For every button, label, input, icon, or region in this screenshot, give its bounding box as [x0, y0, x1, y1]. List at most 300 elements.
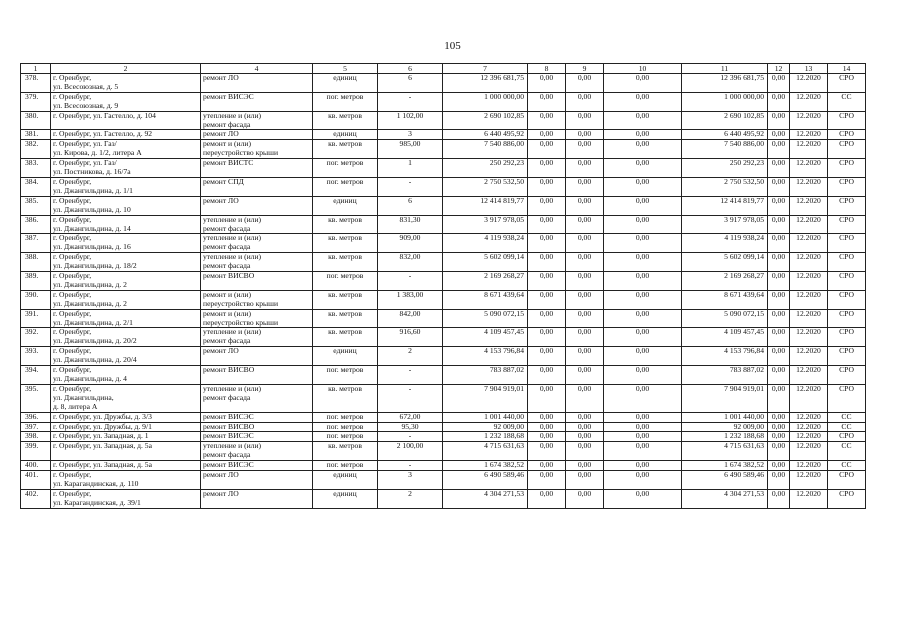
work-type-line: ремонт и (или)	[203, 290, 251, 299]
value-cell: 0,00	[566, 489, 604, 508]
column-header: 10	[604, 64, 682, 74]
address-line: г. Оренбург, ул. Западная, д. 5а	[53, 460, 152, 470]
address-line: ул. Карагандинская, д. 110	[53, 478, 139, 488]
column-header: 12	[768, 64, 790, 74]
value-cell: 0,00	[768, 111, 790, 130]
total-cost-cell: 4 304 271,53	[443, 489, 528, 508]
value-cell: 0,00	[528, 196, 566, 215]
address-line: г. Оренбург,	[53, 252, 92, 262]
work-type-cell	[201, 328, 313, 347]
table-row	[21, 384, 866, 412]
work-type-line: ремонт ВИСВО	[203, 365, 255, 375]
table-row	[21, 130, 866, 140]
value-cell: 0,00	[566, 130, 604, 140]
deadline-cell: 12.2020	[790, 384, 828, 412]
address-line: г. Оренбург,	[53, 365, 92, 375]
value-cell: 0,00	[604, 412, 682, 422]
method-cell: СС	[828, 422, 866, 432]
address-line: г. Оренбург,	[53, 92, 92, 101]
table-row	[21, 177, 866, 196]
quantity-cell: 672,00	[378, 412, 443, 422]
total-cost-cell: 6 490 589,46	[443, 471, 528, 490]
work-type-line: ремонт ЛО	[203, 73, 239, 82]
value-cell: 0,00	[528, 272, 566, 291]
quantity-cell: 1	[378, 159, 443, 178]
column-header: 7	[443, 64, 528, 74]
value-cell: 0,00	[768, 234, 790, 253]
unit-cell: пог. метров	[313, 432, 378, 442]
value-cell: 0,00	[768, 140, 790, 159]
value-cell: 0,00	[604, 234, 682, 253]
value-cell: 0,00	[604, 442, 682, 461]
work-type-line: ремонт фасада	[203, 223, 251, 233]
table-row	[21, 366, 866, 385]
table-row	[21, 412, 866, 422]
total-cost-cell: 1 000 000,00	[443, 92, 528, 111]
value-cell: 0,00	[566, 432, 604, 442]
row-number: 383.	[21, 159, 51, 178]
value-cell: 0,00	[768, 422, 790, 432]
amount-cell: 4 715 631,63	[682, 442, 768, 461]
address-cell	[51, 130, 201, 140]
table-row	[21, 328, 866, 347]
value-cell: 0,00	[528, 234, 566, 253]
work-type-cell	[201, 234, 313, 253]
value-cell: 0,00	[768, 177, 790, 196]
total-cost-cell: 250 292,23	[443, 159, 528, 178]
deadline-cell: 12.2020	[790, 328, 828, 347]
address-cell	[51, 461, 201, 471]
value-cell: 0,00	[528, 290, 566, 309]
address-line: г. Оренбург,	[53, 290, 92, 299]
address-line: г. Оренбург, ул. Газ/	[53, 158, 117, 168]
total-cost-cell: 12 414 819,77	[443, 196, 528, 215]
address-line: ул. Джангильдина, д. 1/1	[53, 185, 133, 195]
address-cell	[51, 290, 201, 309]
method-cell: СС	[828, 442, 866, 461]
address-cell	[51, 309, 201, 328]
amount-cell: 92 009,00	[682, 422, 768, 432]
column-header: 14	[828, 64, 866, 74]
amount-cell: 4 119 938,24	[682, 234, 768, 253]
column-header: 6	[378, 64, 443, 74]
work-type-line: ремонт ЛО	[203, 346, 239, 356]
deadline-cell: 12.2020	[790, 130, 828, 140]
method-cell: СС	[828, 92, 866, 111]
amount-cell: 3 917 978,05	[682, 215, 768, 234]
deadline-cell: 12.2020	[790, 442, 828, 461]
work-type-cell	[201, 272, 313, 291]
address-line: ул. Джангильдина, д. 20/4	[53, 355, 137, 365]
amount-cell: 12 414 819,77	[682, 196, 768, 215]
quantity-cell: 95,30	[378, 422, 443, 432]
work-type-line: ремонт ЛО	[203, 129, 239, 139]
amount-cell: 2 169 268,27	[682, 272, 768, 291]
unit-cell: пог. метров	[313, 422, 378, 432]
address-line: г. Оренбург, ул. Дружбы, д. 3/3	[53, 412, 152, 421]
quantity-cell: 832,00	[378, 253, 443, 272]
work-type-cell	[201, 253, 313, 272]
address-line: г. Оренбург, ул. Дружбы, д. 9/1	[53, 422, 152, 431]
address-line: г. Оренбург,	[53, 309, 92, 318]
total-cost-cell: 6 440 495,92	[443, 130, 528, 140]
value-cell: 0,00	[528, 412, 566, 422]
table-row	[21, 159, 866, 178]
row-number: 382.	[21, 140, 51, 159]
table-row	[21, 196, 866, 215]
value-cell: 0,00	[768, 215, 790, 234]
unit-cell: единиц	[313, 196, 378, 215]
value-cell: 0,00	[566, 177, 604, 196]
address-line: ул. Джангильдина, д. 4	[53, 374, 127, 383]
value-cell: 0,00	[768, 328, 790, 347]
total-cost-cell: 1 674 382,52	[443, 461, 528, 471]
column-header: 11	[682, 64, 768, 74]
unit-cell: пог. метров	[313, 272, 378, 291]
work-type-line: ремонт ВИСВО	[203, 422, 255, 431]
total-cost-cell: 4 119 938,24	[443, 234, 528, 253]
value-cell: 0,00	[528, 347, 566, 366]
value-cell: 0,00	[566, 234, 604, 253]
value-cell: 0,00	[528, 159, 566, 178]
work-type-line: ремонт ВИСТС	[203, 158, 254, 168]
work-type-line: переустройство крыши	[203, 298, 279, 308]
total-cost-cell: 7 540 886,00	[443, 140, 528, 159]
value-cell: 0,00	[768, 384, 790, 412]
method-cell: СС	[828, 461, 866, 471]
table-row	[21, 347, 866, 366]
amount-cell: 1 232 188,68	[682, 432, 768, 442]
address-line: г. Оренбург,	[53, 384, 92, 393]
deadline-cell: 12.2020	[790, 422, 828, 432]
deadline-cell: 12.2020	[790, 461, 828, 471]
row-number: 385.	[21, 196, 51, 215]
quantity-cell: 1 102,00	[378, 111, 443, 130]
work-type-cell	[201, 442, 313, 461]
deadline-cell: 12.2020	[790, 309, 828, 328]
value-cell: 0,00	[566, 74, 604, 93]
address-line: г. Оренбург, ул. Гастелло, д. 104	[53, 111, 156, 120]
work-type-line: переустройство крыши	[203, 148, 279, 158]
method-cell: СРО	[828, 384, 866, 412]
address-cell	[51, 471, 201, 490]
work-type-cell	[201, 432, 313, 442]
work-type-cell	[201, 111, 313, 130]
work-type-line: ремонт ВИСВО	[203, 271, 255, 281]
method-cell: СРО	[828, 177, 866, 196]
quantity-cell: 3	[378, 471, 443, 490]
deadline-cell: 12.2020	[790, 215, 828, 234]
work-type-cell	[201, 471, 313, 490]
value-cell: 0,00	[768, 347, 790, 366]
value-cell: 0,00	[528, 130, 566, 140]
unit-cell: единиц	[313, 471, 378, 490]
address-cell	[51, 177, 201, 196]
table-row	[21, 422, 866, 432]
address-cell	[51, 159, 201, 178]
work-type-line: ремонт и (или)	[203, 139, 251, 149]
row-number: 381.	[21, 130, 51, 140]
value-cell: 0,00	[566, 215, 604, 234]
work-type-cell	[201, 489, 313, 508]
value-cell: 0,00	[566, 328, 604, 347]
amount-cell: 250 292,23	[682, 159, 768, 178]
work-type-line: ремонт фасада	[203, 336, 251, 346]
address-line: ул. Всесоюзная, д. 5	[53, 81, 119, 91]
amount-cell: 6 440 495,92	[682, 130, 768, 140]
value-cell: 0,00	[528, 111, 566, 130]
table-row	[21, 253, 866, 272]
value-cell: 0,00	[604, 130, 682, 140]
quantity-cell: 985,00	[378, 140, 443, 159]
unit-cell: кв. метров	[313, 234, 378, 253]
address-line: д. 8, литера А	[53, 401, 98, 411]
table-row	[21, 442, 866, 461]
work-type-cell	[201, 177, 313, 196]
table-row	[21, 140, 866, 159]
amount-cell: 1 000 000,00	[682, 92, 768, 111]
value-cell: 0,00	[566, 290, 604, 309]
amount-cell: 7 540 886,00	[682, 140, 768, 159]
value-cell: 0,00	[566, 422, 604, 432]
value-cell: 0,00	[768, 159, 790, 178]
amount-cell: 1 674 382,52	[682, 461, 768, 471]
value-cell: 0,00	[604, 422, 682, 432]
total-cost-cell: 2 750 532,50	[443, 177, 528, 196]
value-cell: 0,00	[528, 177, 566, 196]
address-cell	[51, 272, 201, 291]
value-cell: 0,00	[528, 422, 566, 432]
address-line: г. Оренбург, ул. Западная, д. 5а	[53, 441, 152, 451]
address-line: г. Оренбург,	[53, 73, 92, 82]
total-cost-cell: 4 715 631,63	[443, 442, 528, 461]
deadline-cell: 12.2020	[790, 489, 828, 508]
column-header: 8	[528, 64, 566, 74]
method-cell: СРО	[828, 253, 866, 272]
address-line: ул. Всесоюзная, д. 9	[53, 100, 119, 110]
address-line: ул. Джангильдина, д. 16	[53, 242, 131, 252]
row-number: 395.	[21, 384, 51, 412]
work-type-cell	[201, 347, 313, 366]
row-number: 400.	[21, 461, 51, 471]
address-line: г. Оренбург,	[53, 470, 92, 480]
quantity-cell: 909,00	[378, 234, 443, 253]
quantity-cell: 2 100,00	[378, 442, 443, 461]
address-line: ул. Постникова, д. 16/7а	[53, 167, 131, 177]
total-cost-cell: 4 153 796,84	[443, 347, 528, 366]
method-cell: СРО	[828, 309, 866, 328]
address-line: ул. Джангильдина, д. 18/2	[53, 261, 137, 271]
value-cell: 0,00	[528, 74, 566, 93]
amount-cell: 4 109 457,45	[682, 328, 768, 347]
row-number: 397.	[21, 422, 51, 432]
deadline-cell: 12.2020	[790, 234, 828, 253]
quantity-cell: 842,00	[378, 309, 443, 328]
address-line: ул. Джангильдина, д. 2	[53, 298, 127, 308]
amount-cell: 4 304 271,53	[682, 489, 768, 508]
value-cell: 0,00	[528, 366, 566, 385]
work-type-line: утепление и (или)	[203, 327, 262, 337]
value-cell: 0,00	[528, 442, 566, 461]
work-type-line: ремонт фасада	[203, 450, 251, 460]
work-type-line: ремонт фасада	[203, 242, 251, 252]
value-cell: 0,00	[566, 196, 604, 215]
unit-cell: пог. метров	[313, 92, 378, 111]
unit-cell: кв. метров	[313, 384, 378, 412]
total-cost-cell: 3 917 978,05	[443, 215, 528, 234]
value-cell: 0,00	[768, 290, 790, 309]
value-cell: 0,00	[768, 471, 790, 490]
quantity-cell: 916,60	[378, 328, 443, 347]
row-number: 401.	[21, 471, 51, 490]
table-row	[21, 471, 866, 490]
value-cell: 0,00	[604, 74, 682, 93]
quantity-cell: 2	[378, 489, 443, 508]
work-type-line: ремонт ВИСЭС	[203, 412, 254, 421]
value-cell: 0,00	[768, 130, 790, 140]
value-cell: 0,00	[604, 432, 682, 442]
value-cell: 0,00	[768, 272, 790, 291]
work-type-cell	[201, 140, 313, 159]
table-row	[21, 432, 866, 442]
value-cell: 0,00	[604, 272, 682, 291]
method-cell: СРО	[828, 347, 866, 366]
value-cell: 0,00	[604, 384, 682, 412]
quantity-cell: 2	[378, 347, 443, 366]
method-cell: СРО	[828, 489, 866, 508]
quantity-cell: -	[378, 272, 443, 291]
value-cell: 0,00	[528, 384, 566, 412]
amount-cell: 5 602 099,14	[682, 253, 768, 272]
row-number: 389.	[21, 272, 51, 291]
work-type-line: ремонт фасада	[203, 261, 251, 271]
work-type-line: утепление и (или)	[203, 441, 262, 451]
address-line: г. Оренбург,	[53, 489, 92, 498]
work-type-line: утепление и (или)	[203, 252, 262, 262]
value-cell: 0,00	[768, 92, 790, 111]
amount-cell: 2 690 102,85	[682, 111, 768, 130]
work-type-cell	[201, 159, 313, 178]
row-number: 390.	[21, 290, 51, 309]
method-cell: СРО	[828, 196, 866, 215]
table-row	[21, 234, 866, 253]
table-row	[21, 309, 866, 328]
work-type-line: ремонт и (или)	[203, 309, 251, 318]
row-number: 387.	[21, 234, 51, 253]
method-cell: СРО	[828, 366, 866, 385]
quantity-cell: 6	[378, 74, 443, 93]
work-type-cell	[201, 290, 313, 309]
address-line: г. Оренбург,	[53, 233, 92, 243]
unit-cell: пог. метров	[313, 461, 378, 471]
value-cell: 0,00	[604, 92, 682, 111]
value-cell: 0,00	[768, 489, 790, 508]
work-type-line: ремонт ВИСЭС	[203, 431, 254, 441]
work-type-cell	[201, 422, 313, 432]
total-cost-cell: 5 602 099,14	[443, 253, 528, 272]
column-number-header	[21, 64, 866, 74]
address-line: ул. Джангильдина,	[53, 392, 114, 402]
quantity-cell: -	[378, 384, 443, 412]
work-type-line: ремонт фасада	[203, 119, 251, 129]
work-type-cell	[201, 309, 313, 328]
work-type-line: ремонт ВИСЭС	[203, 460, 254, 470]
unit-cell: кв. метров	[313, 253, 378, 272]
work-type-line: ремонт ВИСЭС	[203, 92, 254, 101]
amount-cell: 12 396 681,75	[682, 74, 768, 93]
address-line: г. Оренбург,	[53, 271, 92, 281]
address-line: г. Оренбург, ул. Западная, д. 1	[53, 431, 149, 441]
value-cell: 0,00	[566, 309, 604, 328]
row-number: 402.	[21, 489, 51, 508]
value-cell: 0,00	[604, 366, 682, 385]
address-cell	[51, 384, 201, 412]
work-type-line: утепление и (или)	[203, 233, 262, 243]
value-cell: 0,00	[528, 489, 566, 508]
value-cell: 0,00	[528, 309, 566, 328]
work-type-line: ремонт СПД	[203, 177, 244, 186]
row-number: 392.	[21, 328, 51, 347]
deadline-cell: 12.2020	[790, 347, 828, 366]
value-cell: 0,00	[566, 412, 604, 422]
value-cell: 0,00	[566, 384, 604, 412]
work-type-line: ремонт ЛО	[203, 489, 239, 498]
unit-cell: кв. метров	[313, 328, 378, 347]
work-type-line: ремонт ЛО	[203, 196, 239, 205]
unit-cell: кв. метров	[313, 290, 378, 309]
method-cell: СРО	[828, 130, 866, 140]
total-cost-cell: 1 232 188,68	[443, 432, 528, 442]
unit-cell: кв. метров	[313, 442, 378, 461]
row-number: 388.	[21, 253, 51, 272]
address-line: ул. Кирова, д. 1/2, литера А	[53, 148, 142, 158]
value-cell: 0,00	[768, 366, 790, 385]
unit-cell: единиц	[313, 347, 378, 366]
deadline-cell: 12.2020	[790, 253, 828, 272]
value-cell: 0,00	[604, 159, 682, 178]
row-number: 396.	[21, 412, 51, 422]
work-type-cell	[201, 74, 313, 93]
unit-cell: пог. метров	[313, 412, 378, 422]
row-number: 379.	[21, 92, 51, 111]
work-type-cell	[201, 92, 313, 111]
work-type-line: утепление и (или)	[203, 384, 262, 393]
total-cost-cell: 5 090 072,15	[443, 309, 528, 328]
row-number: 378.	[21, 74, 51, 93]
row-number: 393.	[21, 347, 51, 366]
address-line: г. Оренбург, ул. Гастелло, д. 92	[53, 129, 153, 139]
address-cell	[51, 347, 201, 366]
method-cell: СРО	[828, 471, 866, 490]
address-cell	[51, 422, 201, 432]
value-cell: 0,00	[768, 309, 790, 328]
address-cell	[51, 215, 201, 234]
method-cell: СРО	[828, 111, 866, 130]
address-line: ул. Джангильдина, д. 20/2	[53, 336, 137, 346]
table-row	[21, 111, 866, 130]
row-number: 386.	[21, 215, 51, 234]
value-cell: 0,00	[604, 471, 682, 490]
quantity-cell: 831,30	[378, 215, 443, 234]
value-cell: 0,00	[566, 92, 604, 111]
address-cell	[51, 328, 201, 347]
value-cell: 0,00	[768, 412, 790, 422]
amount-cell: 1 001 440,00	[682, 412, 768, 422]
total-cost-cell: 7 904 919,01	[443, 384, 528, 412]
quantity-cell: 3	[378, 130, 443, 140]
method-cell: СРО	[828, 290, 866, 309]
work-type-cell	[201, 384, 313, 412]
